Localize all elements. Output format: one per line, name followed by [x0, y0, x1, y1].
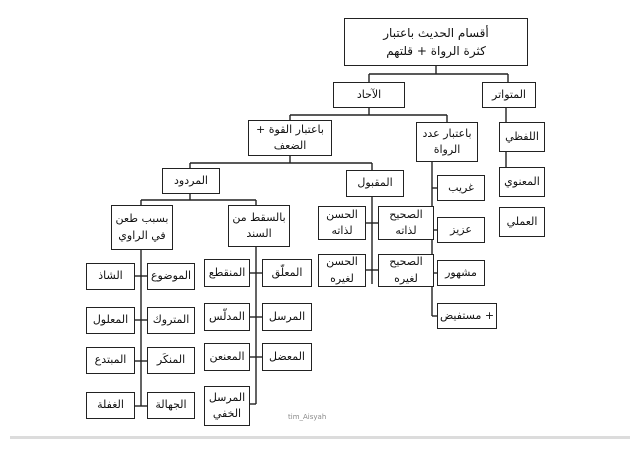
- mursal-khafi-node: المرسل الخفي: [204, 386, 250, 426]
- sahih-lighayrihi-node: الصحيح لغيره: [378, 254, 434, 287]
- by-strength-node: باعتبار القوة + الضعف: [248, 120, 332, 156]
- manawi-node: المعنوي: [499, 167, 545, 197]
- matruk-node: المتروك: [147, 307, 195, 334]
- mutawatir-node: المتواتر: [482, 82, 536, 108]
- mardud-node: المردود: [162, 168, 220, 194]
- mawdu-node: الموضوع: [147, 263, 195, 290]
- by-narrators-node: باعتبار عدد الرواة: [416, 122, 478, 162]
- watermark: tim_Aisyah: [288, 413, 327, 421]
- mustafid-node: + مستفيض: [437, 303, 497, 329]
- maqbul-node: المقبول: [346, 170, 404, 197]
- root-node: أقسام الحديث باعتبار كثرة الرواة + قلتهم: [344, 18, 528, 66]
- jahala-node: الجهالة: [147, 392, 195, 419]
- ghafla-node: الغفلة: [86, 392, 135, 419]
- gharib-node: غريب: [437, 175, 485, 201]
- malul-node: المعلول: [86, 307, 135, 334]
- mashhur-node: مشهور: [437, 260, 485, 286]
- mubtadi-node: المبتدع: [86, 347, 135, 374]
- taan-node: بسبب طعن في الراوي: [111, 205, 173, 250]
- hasan-lidhatihi-node: الحسن لذاته: [318, 206, 366, 240]
- muallaq-node: المعلّق: [262, 259, 312, 287]
- aziz-node: عزيز: [437, 217, 485, 243]
- munqati-node: المنقطع: [204, 259, 250, 287]
- mudal-node: المعضل: [262, 343, 312, 371]
- bottom-divider: [10, 436, 630, 439]
- lafzi-node: اللفظي: [499, 122, 545, 152]
- mudallas-node: المدلّس: [204, 303, 250, 331]
- mursal-node: المرسل: [262, 303, 312, 331]
- saqt-node: بالسقط من السند: [228, 205, 290, 247]
- ahad-node: الآحاد: [333, 82, 405, 108]
- hasan-lighayrihi-node: الحسن لغيره: [318, 254, 366, 287]
- shadh-node: الشاذ: [86, 263, 135, 290]
- muanan-node: المعنعن: [204, 343, 250, 371]
- sahih-lidhatihi-node: الصحيح لذاته: [378, 206, 434, 240]
- amali-node: العملي: [499, 207, 545, 237]
- munkar-node: المنكَر: [147, 347, 195, 374]
